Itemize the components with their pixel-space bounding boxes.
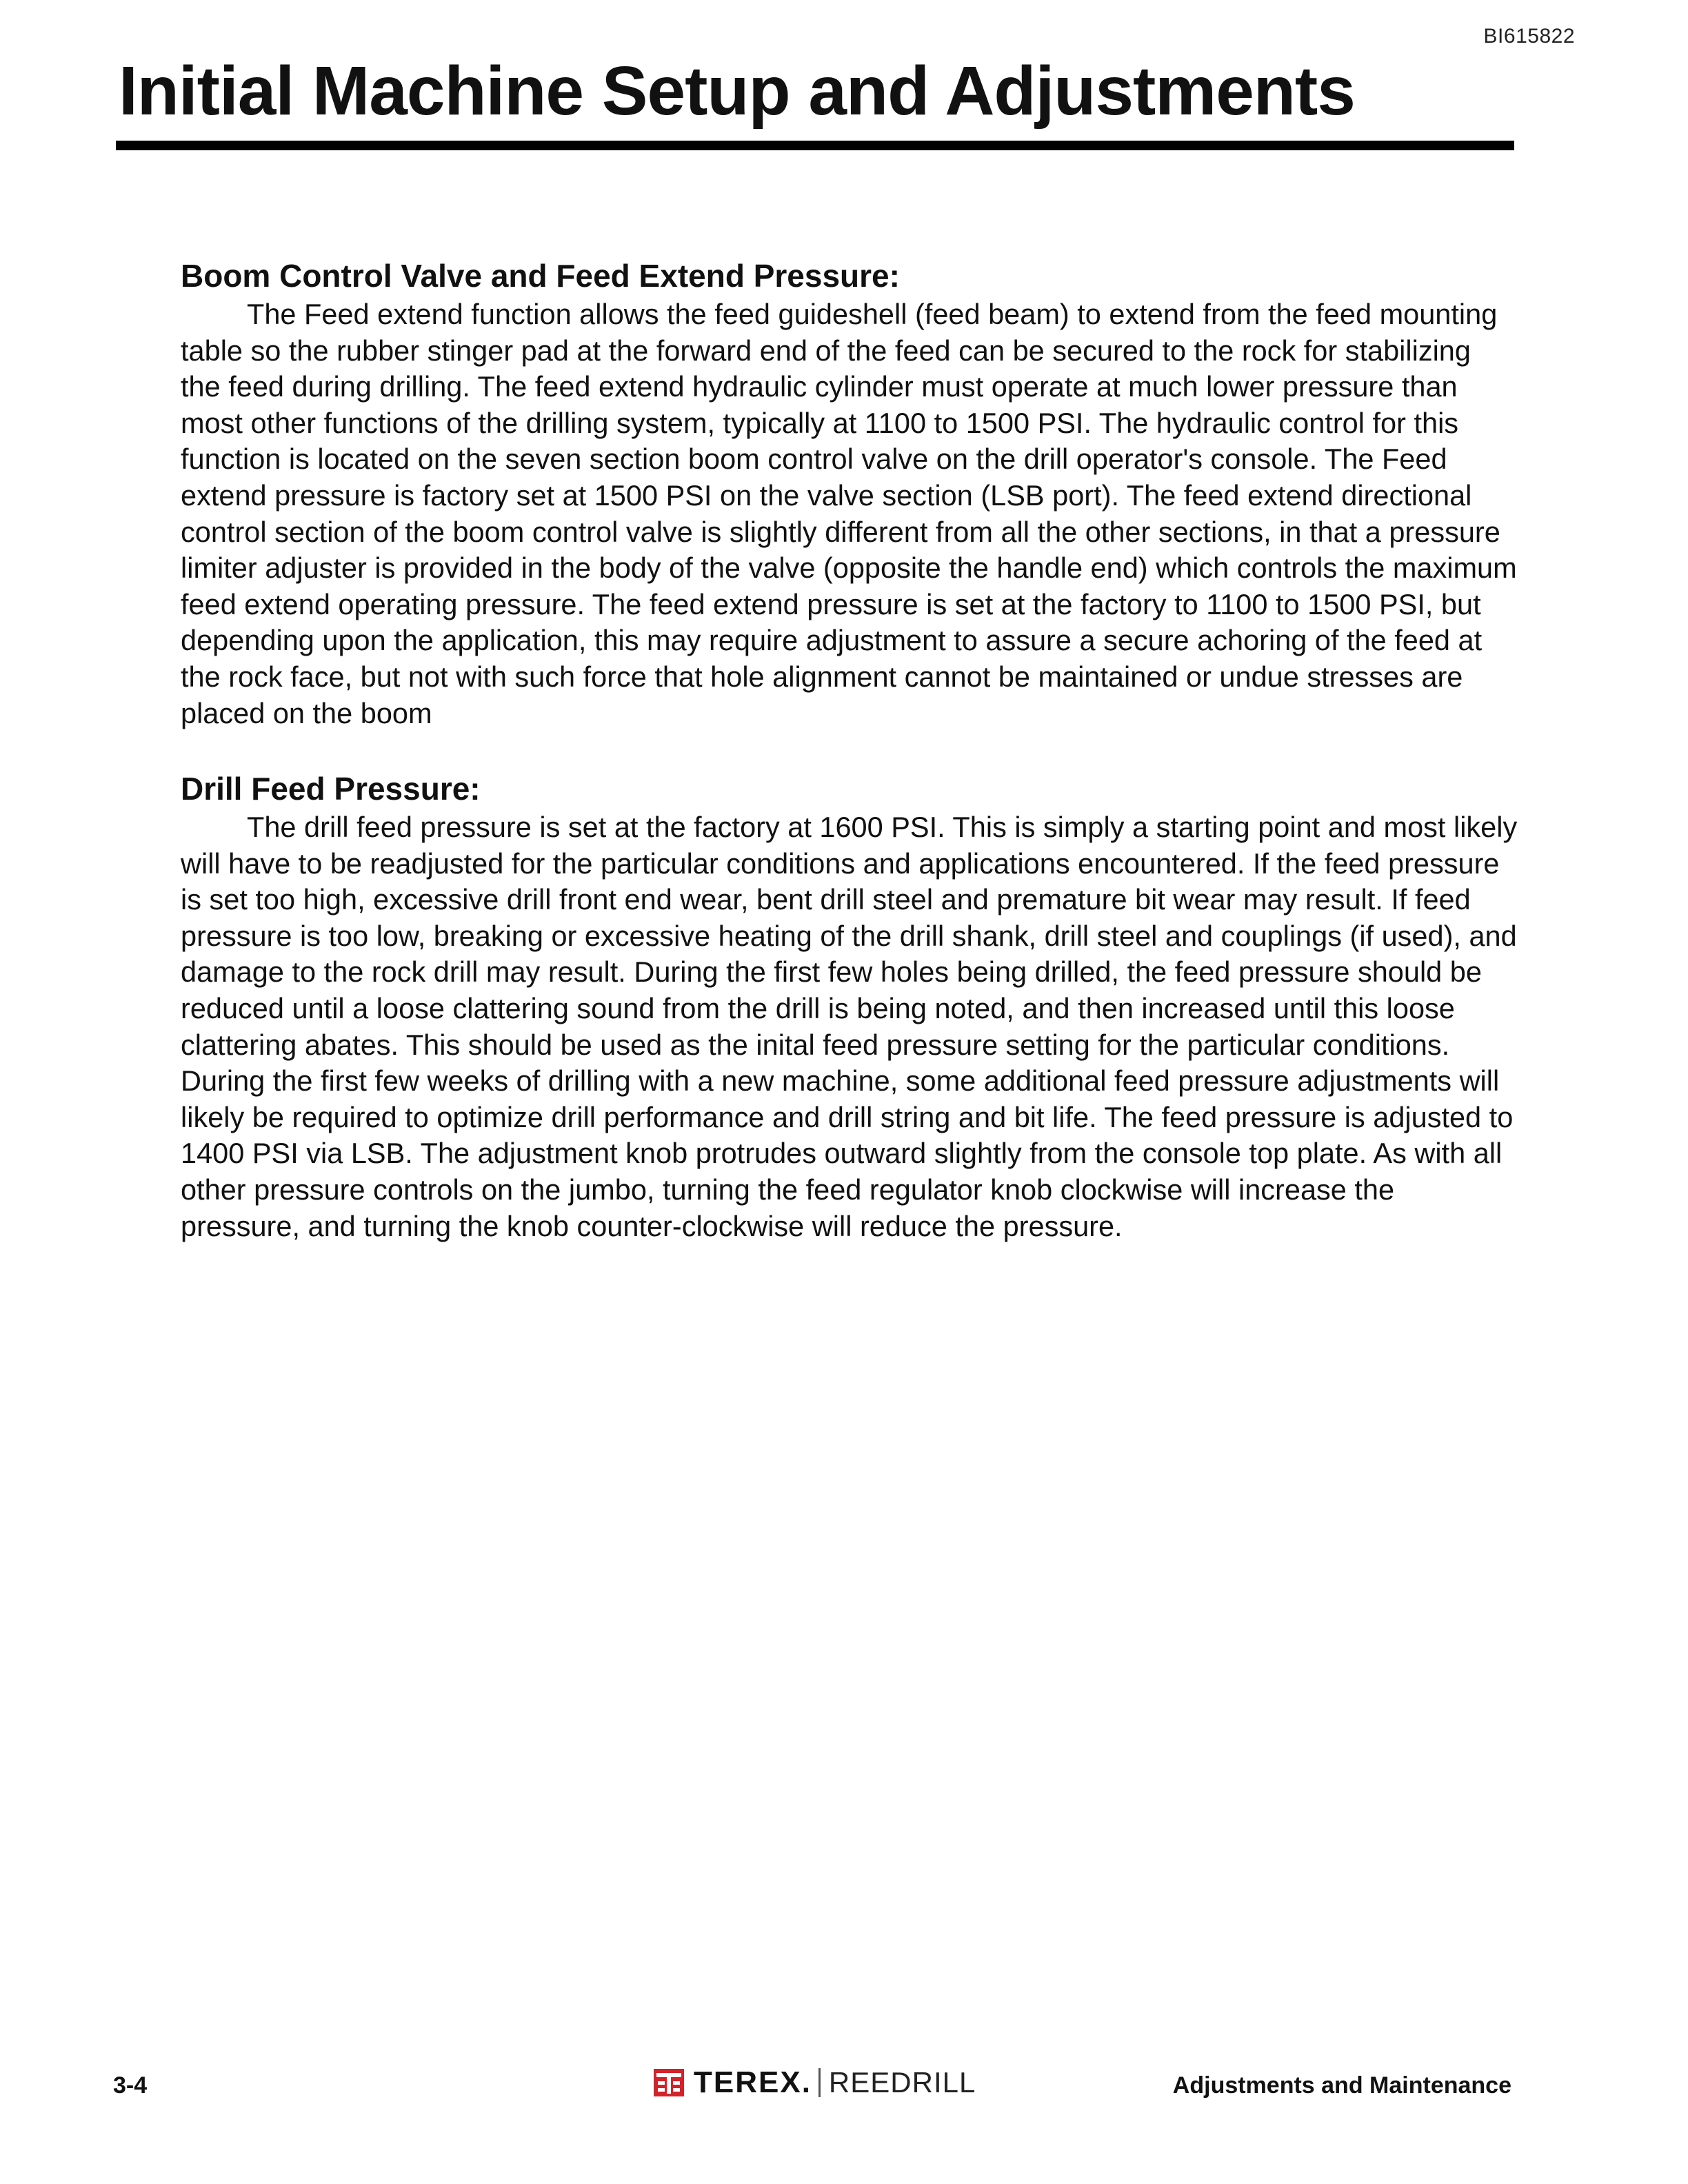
section-heading: Drill Feed Pressure: — [181, 771, 481, 807]
terex-logo-mark-icon — [654, 2069, 684, 2096]
page-number: 3-4 — [113, 2072, 148, 2099]
section-body: The Feed extend function allows the feed guideshell (feed beam) to extend from the feed mounting table so the rubber stinger pad at the forward end of the feed can be secured to the rock for stabilizing the feed during drilling. The feed extend hydraulic cylinder must operate at much lower pressure than most other functions of the drilling system, typically at 1100 to 1500 PSI. The hydraulic control for this function is located on the seven section boom control valve on the drill operator's console. The Feed extend pressure is factory set at 1500 PSI on the valve section (LSB port). The feed extend directional control section of the boom control valve is slightly different from all the other sections, in that a pressure limiter adjuster is provided in the body of the valve (opposite the handle end) which controls the maximum feed extend operating pressure. The feed extend pressure is set at the factory to 1100 to 1500 PSI, but depending upon the application, this may require adjustment to assure a secure achoring of the feed at the rock face, but not with such force that hole alignment cannot be maintained or undue stresses are placed on the boom — [181, 298, 1517, 729]
page-footer — [0, 2065, 1688, 2107]
logo-brand: TEREX. — [694, 2065, 812, 2099]
section-drill-feed-pressure — [181, 769, 1518, 1244]
section-body: The drill feed pressure is set at the factory at 1600 PSI. This is simply a starting point and most likely will have to be readjusted for the particular conditions and applications encountered. If the feed pressure is set too high, excessive drill front end wear, bent drill steel and premature bit wear may result. If feed pressure is too low, breaking or excessive heating of the drill shank, drill steel and couplings (if used), and damage to the rock drill may result. During the first few holes being drilled, the feed pressure should be reduced until a loose clattering sound from the drill is being noted, and then increased until this loose clattering abates. This should be used as the inital feed pressure setting for the particular conditions. During the first few weeks of drilling with a new machine, some additional feed pressure adjustments will likely be required to optimize drill performance and drill string and bit life. The feed pressure is adjusted to 1400 PSI via LSB. The adjustment knob protrudes outward slightly from the console top plate. As with all other pressure controls on the jumbo, turning the feed regulator knob clockwise will increase the pressure, and turning the knob counter-clockwise will reduce the pressure. — [181, 811, 1518, 1242]
doc-id: BI615822 — [1483, 25, 1575, 48]
page-title: Initial Machine Setup and Adjustments — [119, 52, 1355, 130]
section-boom-control-valve — [181, 256, 1518, 731]
section-heading: Boom Control Valve and Feed Extend Pressure: — [181, 258, 900, 294]
footer-section-name: Adjustments and Maintenance — [1172, 2072, 1511, 2099]
terex-reedrill-logo — [654, 2065, 976, 2100]
logo-separator — [818, 2068, 821, 2097]
logo-subbrand: REEDRILL — [828, 2066, 976, 2099]
title-rule — [116, 141, 1514, 150]
